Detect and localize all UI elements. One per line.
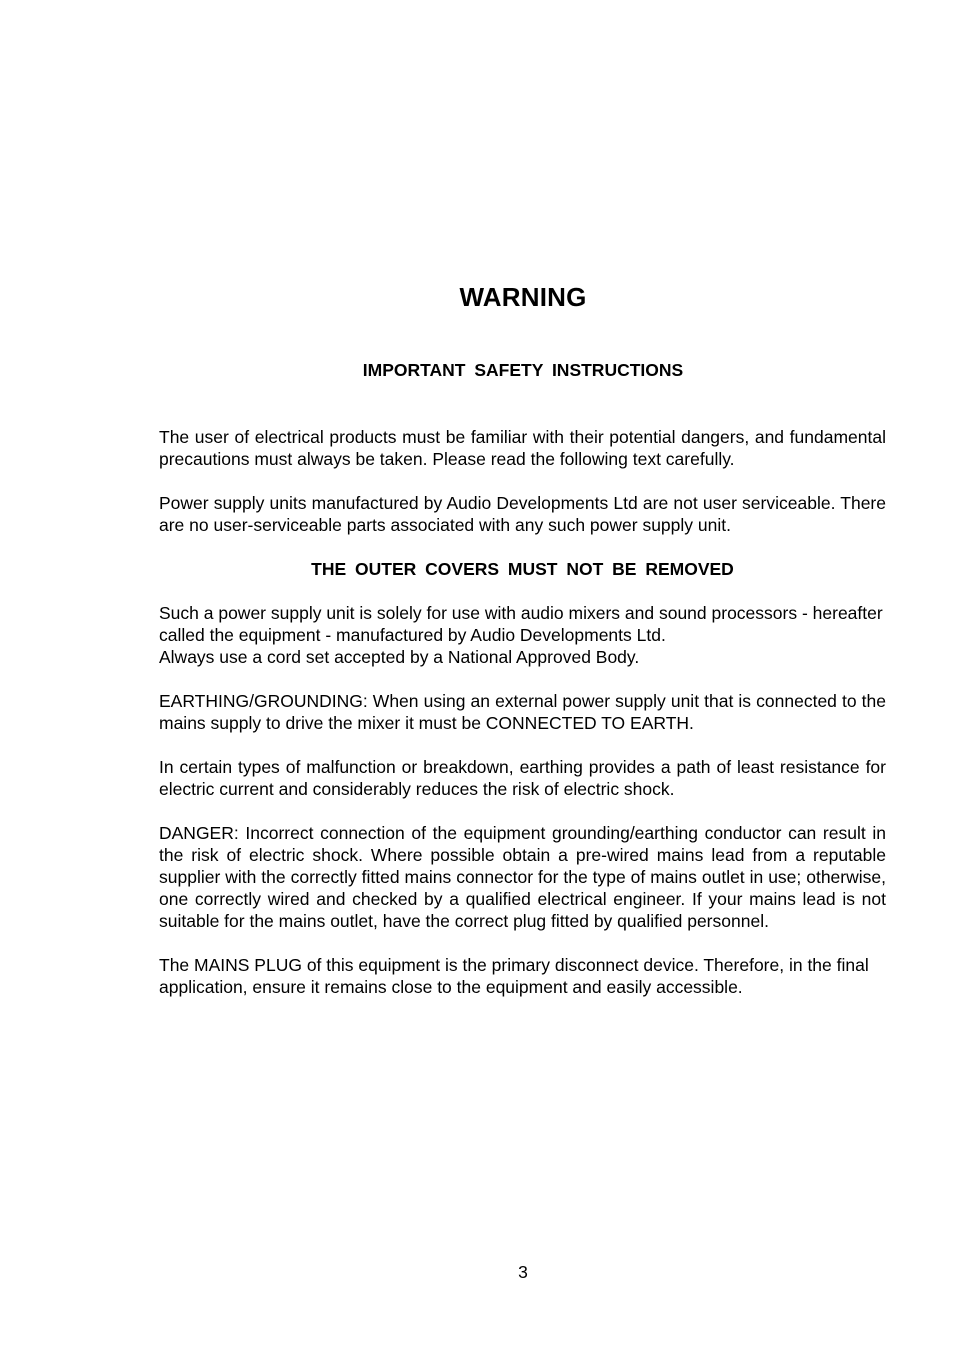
usage-line-1: Such a power supply unit is solely for use with audio mixers and sound processors - hereafter called the equipment - manufactured by Audio Developments Ltd. (159, 603, 883, 645)
covers-warning-heading: THE OUTER COVERS MUST NOT BE REMOVED (311, 559, 734, 579)
document-body (159, 426, 886, 1020)
malfunction-paragraph: In certain types of malfunction or breakdown, earthing provides a path of least resistance for electric current and considerably reduces the risk of electric shock. (159, 757, 886, 799)
mains-plug-paragraph: The MAINS PLUG of this equipment is the primary disconnect device. Therefore, in the final application, ensure it remains close to the equipment and easily accessible. (159, 955, 869, 997)
psu-paragraph: Power supply units manufactured by Audio Developments Ltd are not user serviceable. There are no user-serviceable parts associated with any such power supply unit. (159, 493, 886, 535)
earthing-paragraph: EARTHING/GROUNDING: When using an external power supply unit that is connected to the mains supply to drive the mixer it must be CONNECTED TO EARTH. (159, 691, 886, 733)
usage-line-2: Always use a cord set accepted by a National Approved Body. (159, 647, 640, 667)
page-title: WARNING (459, 282, 587, 312)
intro-paragraph: The user of electrical products must be familiar with their potential dangers, and fundamental precautions must always be taken. Please read the following text carefully. (159, 427, 886, 469)
page-subtitle: IMPORTANT SAFETY INSTRUCTIONS (362, 360, 684, 380)
page-number: 3 (518, 1262, 528, 1282)
usage-paragraph (159, 602, 886, 668)
danger-paragraph: DANGER: Incorrect connection of the equipment grounding/earthing conductor can result in the risk of electric shock. Where possible obtain a pre-wired mains lead from a reputable supplier with the correctly fitted mains connector for the type of mains outlet in use; otherwise, one correctly wired and checked by a qualified electrical engineer. If your mains lead is not suitable for the mains outlet, have the correct plug fitted by qualified personnel. (159, 823, 886, 931)
